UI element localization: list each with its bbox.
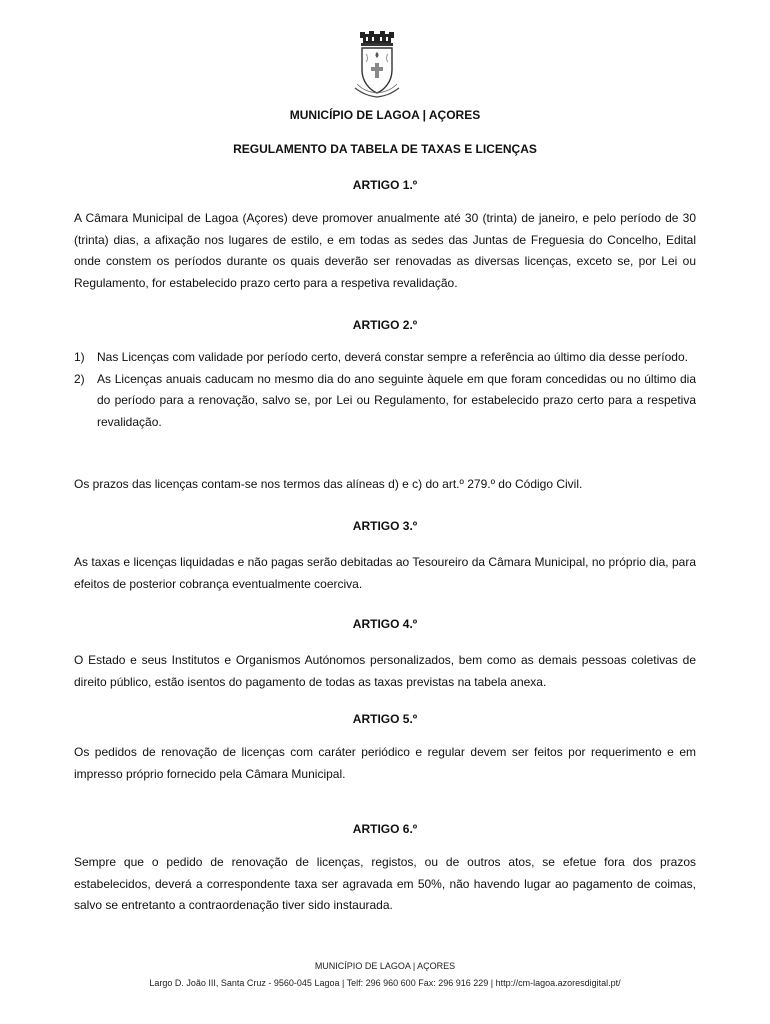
- page-footer: [0, 958, 770, 992]
- article-2-heading: ARTIGO 2.º: [352, 318, 418, 332]
- municipality-heading: MUNICÍPIO DE LAGOA | AÇORES: [289, 108, 481, 122]
- article-6-text: Sempre que o pedido de renovação de licenças, registos, ou de outros atos, se efetue fora dos prazos estabelecidos, deverá a correspondente taxa ser agravada em 50%, não havendo lugar ao pagamento de coimas, salvo se entretanto a contraordenação tiver sido instaurada.: [74, 855, 696, 912]
- list-item-number: 2): [74, 371, 85, 386]
- footer-municipality: MUNICÍPIO DE LAGOA | AÇORES: [314, 961, 456, 971]
- article-6-heading: ARTIGO 6.º: [352, 822, 418, 836]
- article-2-note: Os prazos das licenças contam-se nos termos das alíneas d) e c) do art.º 279.º do Código Civil.: [74, 477, 583, 491]
- article-3-text: As taxas e licenças liquidadas e não pagas serão debitadas ao Tesoureiro da Câmara Municipal, no próprio dia, para efeitos de posterior cobrança eventualmente coerciva.: [74, 555, 696, 591]
- article-4-text: O Estado e seus Institutos e Organismos Autónomos personalizados, bem como as demais pessoas coletivas de direito público, estão isentos do pagamento de todas as taxas previstas na tabela anexa.: [74, 653, 696, 689]
- municipal-crest-logo: [349, 30, 405, 100]
- article-4-heading: ARTIGO 4.º: [352, 617, 418, 631]
- document-title: REGULAMENTO DA TABELA DE TAXAS E LICENÇAS: [233, 142, 537, 156]
- list-item-number: 1): [74, 350, 85, 364]
- footer-contact-line: Largo D. João III, Santa Cruz - 9560-045 Lagoa | Telf: 296 960 600 Fax: 296 916 229 | http://cm-lagoa.azoresdigital.pt/: [149, 978, 621, 988]
- list-item-text: Nas Licenças com validade por período certo, deverá constar sempre a referência ao último dia desse período.: [97, 350, 688, 364]
- article-5-heading: ARTIGO 5.º: [352, 712, 418, 726]
- list-item-text: As Licenças anuais caducam no mesmo dia do ano seguinte àquele em que foram concedidas ou no último dia do período para a renovação, salvo se, por Lei ou Regulamento, for estabelecido prazo certo para a respetiva revalidação.: [97, 371, 696, 429]
- list-item: [74, 369, 696, 434]
- list-item: [74, 347, 696, 369]
- article-1-heading: ARTIGO 1.º: [352, 178, 418, 192]
- article-1-text: A Câmara Municipal de Lagoa (Açores) deve promover anualmente até 30 (trinta) de janeiro, e pelo período de 30 (trinta) dias, a afixação nos lugares de estilo, e em todas as sedes das Juntas de Freguesia do Concelho, Edital onde constem os períodos durante os quais deverão ser renovadas as diversas licenças, exceto se, por Lei ou Regulamento, for estabelecido prazo certo para a respetiva revalidação.: [74, 211, 696, 290]
- article-3-heading: ARTIGO 3.º: [352, 519, 418, 533]
- article-5-text: Os pedidos de renovação de licenças com caráter periódico e regular devem ser feitos por requerimento e em impresso próprio fornecido pela Câmara Municipal.: [74, 745, 696, 781]
- article-2-list: [74, 347, 696, 433]
